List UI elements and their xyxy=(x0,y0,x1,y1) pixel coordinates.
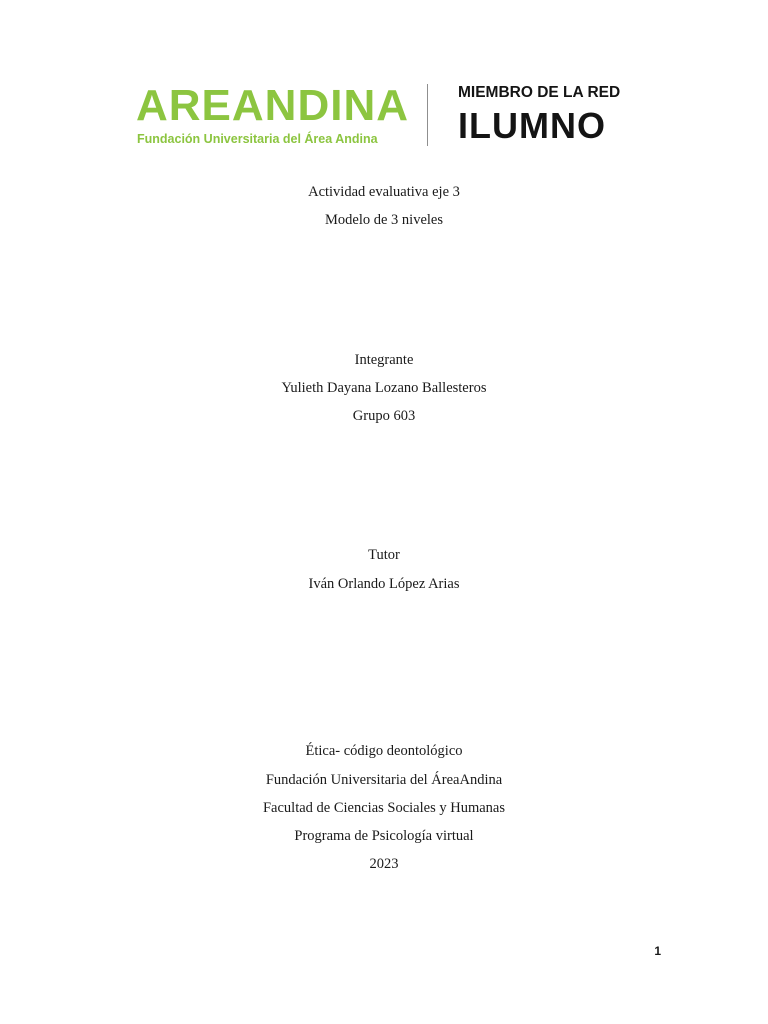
tutor-name: Iván Orlando López Arias xyxy=(308,576,460,592)
areandina-subtitle: Fundación Universitaria del Área Andina xyxy=(137,132,378,146)
ilumno-wordmark: ILUMNO xyxy=(458,105,606,146)
member-name: Yulieth Dayana Lozano Ballesteros xyxy=(281,380,487,396)
areandina-logo xyxy=(136,81,409,150)
model-title: Modelo de 3 niveles xyxy=(325,212,443,228)
year: 2023 xyxy=(369,856,399,872)
areandina-wordmark: AREANDINA xyxy=(136,81,409,130)
ilumno-logo xyxy=(458,84,638,148)
activity-title: Actividad evaluativa eje 3 xyxy=(308,184,460,200)
faculty-name: Facultad de Ciencias Sociales y Humanas xyxy=(262,800,505,816)
page-number: 1 xyxy=(654,944,661,958)
tutor-label: Tutor xyxy=(368,547,400,563)
group-label: Grupo 603 xyxy=(352,408,416,424)
institution-name: Fundación Universitaria del ÁreaAndina xyxy=(265,772,503,788)
page-header xyxy=(0,74,768,154)
logo-divider xyxy=(427,84,428,146)
member-label: Integrante xyxy=(354,352,414,368)
subject-title: Ética- código deontológico xyxy=(305,743,463,759)
program-name: Programa de Psicología virtual xyxy=(294,828,474,844)
network-member-text: MIEMBRO DE LA RED xyxy=(458,84,621,101)
